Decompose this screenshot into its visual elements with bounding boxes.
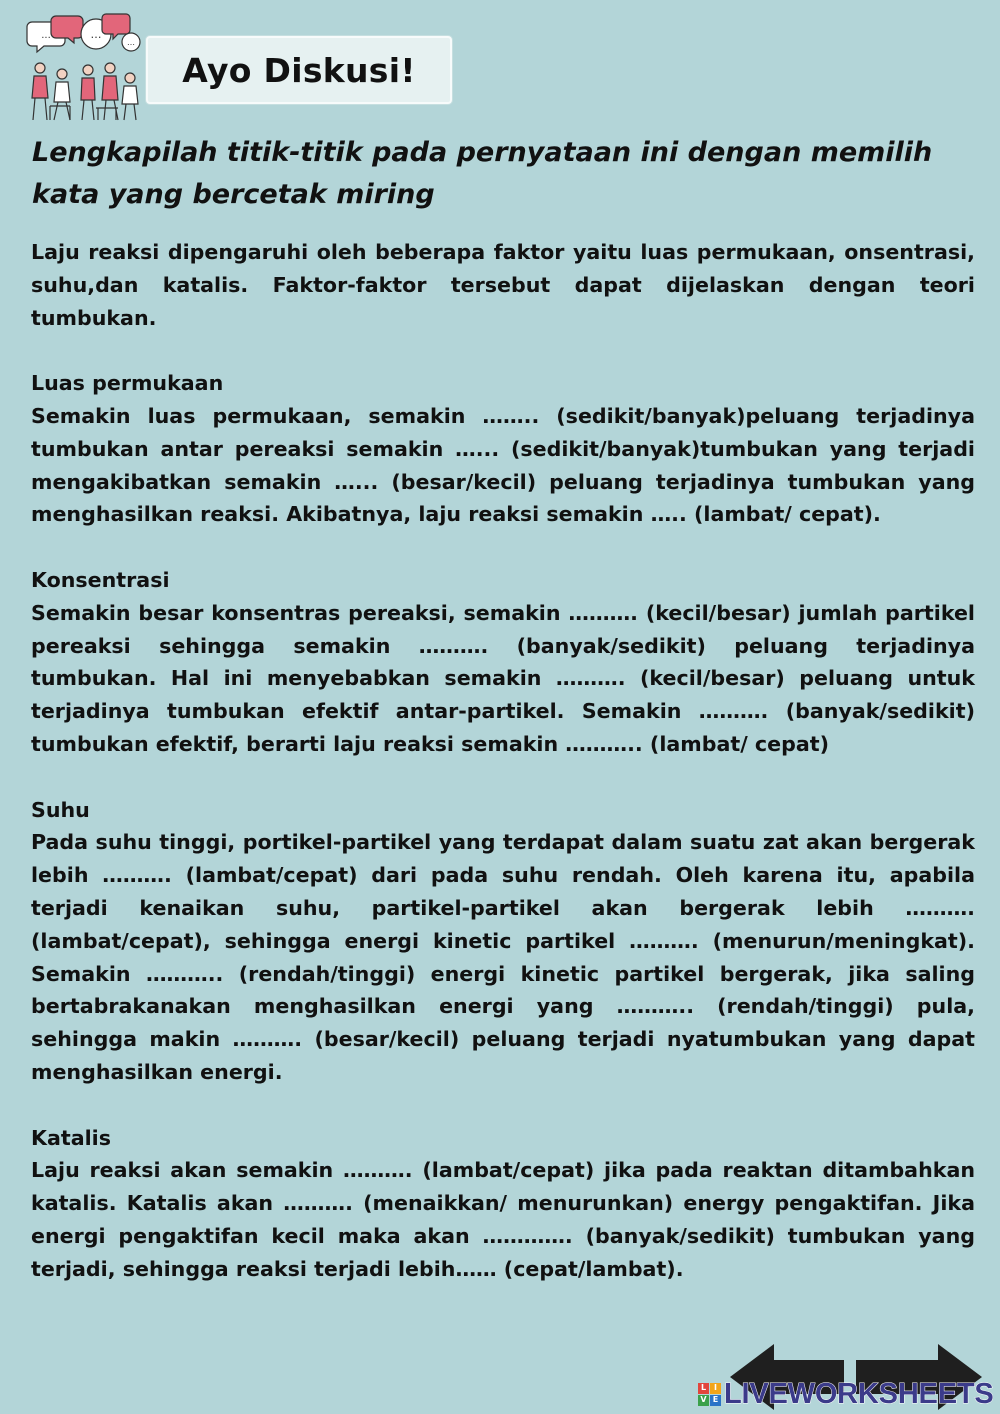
section-heading-katalis: Katalis — [31, 1125, 111, 1150]
section-text-luas-permukaan: Semakin luas permukaan, semakin …….. (sedikit/banyak)peluang terjadinya tumbukan antar pereaksi semakin …... (sedikit/banyak)tumbukan yang terjadi mengakibatkan semakin …... (besar/kecil) peluang terjadinya tumbukan yang menghasilkan reaksi. Akibatnya, laju reaksi semakin ….. (lambat/ cepat). — [31, 403, 975, 527]
logo-badge-icon: L I V E — [698, 1383, 721, 1406]
section-text-suhu: Pada suhu tinggi, portikel-partikel yang terdapat dalam suatu zat akan bergerak lebih ………. (lambat/cepat) dari pada suhu rendah. Oleh karena itu, apabila terjadi kenaikan suhu, partikel-partikel akan bergerak lebih ………. (lambat/cepat), sehingga energi kinetic partikel ………. (menurun/meningkat). Semakin ……….. (rendah/tinggi) energi kinetic partikel bergerak, jika saling bertabrakanakan menghasilkan energi yang ……….. (rendah/tinggi) pula, sehingga makin ………. (besar/kecil) peluang terjadi nyatumbukan yang dapat menghasilkan energi. — [31, 830, 975, 1084]
instruction-text: Lengkapilah titik-titik pada pernyataan ini dengan memilih kata yang bercetak miring — [32, 137, 933, 210]
svg-text:…: … — [127, 38, 135, 47]
section-heading-konsentrasi: Konsentrasi — [31, 567, 170, 592]
section-heading-luas-permukaan: Luas permukaan — [31, 371, 224, 396]
intro-paragraph: Laju reaksi dipengaruhi oleh beberapa faktor yaitu luas permukaan, onsentrasi, suhu,dan katalis. Faktor-faktor tersebut dapat dijelaskan dengan teori tumbukan. — [31, 240, 975, 330]
people-figures — [32, 63, 138, 120]
svg-text:…: … — [90, 28, 102, 41]
liveworksheets-logo — [698, 1378, 994, 1410]
section-heading-suhu: Suhu — [31, 797, 90, 822]
speech-bubble-icon — [122, 33, 140, 51]
page-title: Ayo Diskusi! — [182, 50, 416, 90]
title-box — [146, 36, 452, 104]
section-text-konsentrasi: Semakin besar konsentras pereaksi, semakin ………. (kecil/besar) jumlah partikel pereaksi sehingga semakin ………. (banyak/sedikit) peluang terjadinya tumbukan. Hal ini menyebabkan semakin ………. (kecil/besar) peluang untuk terjadinya tumbukan efektif antar-partikel. Semakin ………. (banyak/sedikit) tumbukan efektif, berarti laju reaksi semakin ……….. (lambat/ cepat) — [31, 600, 975, 756]
discussion-illustration — [26, 12, 144, 124]
section-text-katalis: Laju reaksi akan semakin ………. (lambat/cepat) jika pada reaktan ditambahkan katalis. Katalis akan ………. (menaikkan/ menurunkan) energy pengaktifan. Jika energi pengaktifan kecil maka akan …………. (banyak/sedikit) tumbukan yang terjadi, sehingga reaksi terjadi lebih…… (cepat/lambat). — [31, 1158, 975, 1281]
logo-wordmark: LIVEWORKSHEETS — [724, 1377, 994, 1410]
svg-text:...: ... — [41, 30, 51, 41]
worksheet-body — [31, 236, 975, 1286]
